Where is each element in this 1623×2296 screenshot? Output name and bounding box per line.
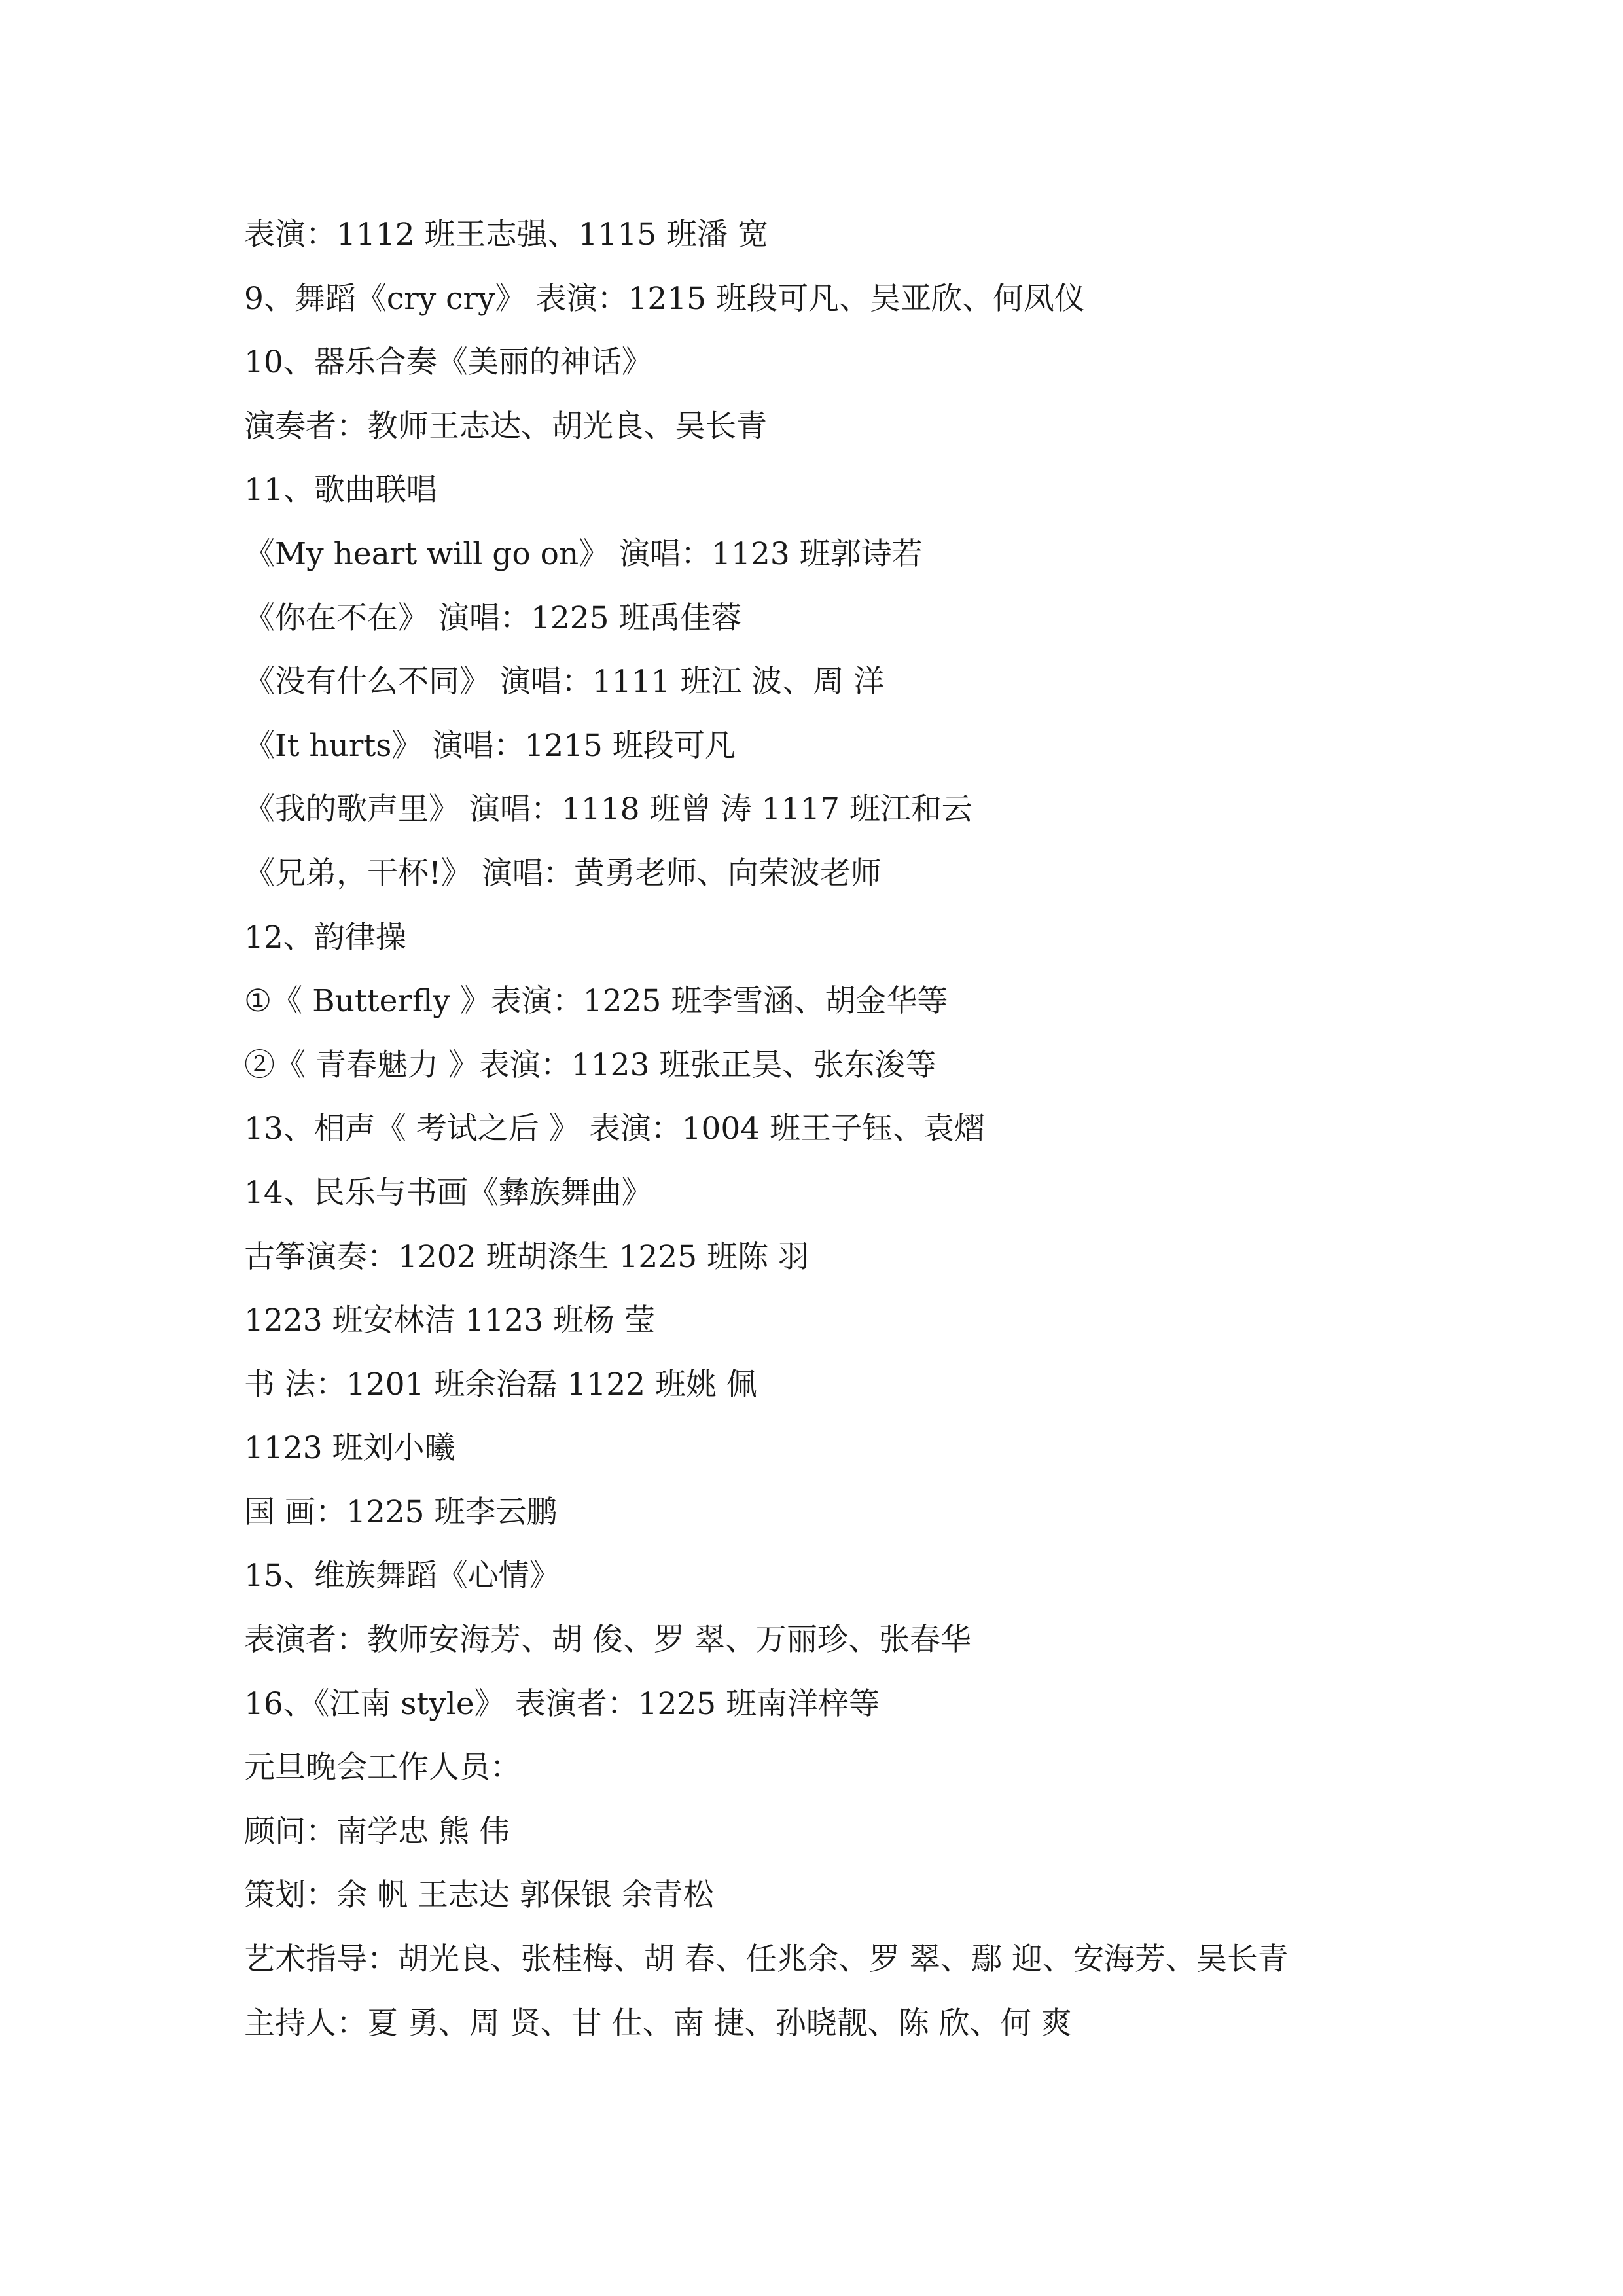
text-line: 古筝演奏：1202 班胡涤生 1225 班陈 羽 [244,1238,809,1275]
text-line: 策划：余 帆 王志达 郭保银 余青松 [244,1877,714,1914]
text-line: 16、《江南 style》 表演者：1225 班南洋梓等 [244,1685,880,1722]
text-line: 表演者：教师安海芳、胡 俊、罗 翠、万丽珍、张春华 [244,1622,971,1659]
text-line: 1223 班安林洁 1123 班杨 莹 [244,1302,655,1339]
text-line: 元旦晚会工作人员： [244,1749,521,1786]
text-line: 《没有什么不同》 演唱：1111 班江 波、周 洋 [244,664,885,700]
text-line: 14、民乐与书画《彝族舞曲》 [244,1174,652,1211]
text-line: 国 画：1225 班李云鹏 [244,1494,558,1530]
text-line: 《兄弟，干杯!》 演唱：黄勇老师、向荣波老师 [244,855,882,891]
text-line: 12、韵律操 [244,919,406,956]
text-line: 10、器乐合奏《美丽的神话》 [244,344,652,381]
text-line: 《My heart will go on》 演唱：1123 班郭诗若 [244,535,923,572]
text-line: 主持人：夏 勇、周 贤、甘 仕、南 捷、孙晓靓、陈 欣、何 爽 [244,2005,1072,2041]
text-line: 顾问：南学忠 熊 伟 [244,1813,510,1850]
text-line: ②《 青春魅力 》表演：1123 班张正昊、张东浚等 [244,1047,936,1083]
text-line: 13、相声《 考试之后 》 表演：1004 班王子钰、袁熠 [244,1111,986,1147]
text-line: 《你在不在》 演唱：1225 班禹佳蓉 [244,600,742,636]
text-line: 《It hurts》 演唱：1215 班段可凡 [244,727,736,764]
text-line: 演奏者：教师王志达、胡光良、吴长青 [244,408,767,444]
text-line: 1123 班刘小曦 [244,1430,455,1467]
program-list [244,203,1396,2055]
text-line: 表演：1112 班王志强、1115 班潘 宽 [244,217,769,253]
text-line: 11、歌曲联唱 [244,472,437,509]
text-line: 15、维族舞蹈《心情》 [244,1558,560,1594]
text-line: 9、舞蹈《cry cry》 表演：1215 班段可凡、吴亚欣、何凤仪 [244,280,1086,317]
text-line: 《我的歌声里》 演唱：1118 班曾 涛 1117 班江和云 [244,791,972,828]
text-line: 书 法：1201 班余治磊 1122 班姚 佩 [244,1366,757,1403]
text-line: 艺术指导：胡光良、张桂梅、胡 春、任兆余、罗 翠、鄢 迎、安海芳、吴长青 [244,1941,1289,1978]
text-line: ①《 Butterfly 》表演：1225 班李雪涵、胡金华等 [244,983,948,1020]
